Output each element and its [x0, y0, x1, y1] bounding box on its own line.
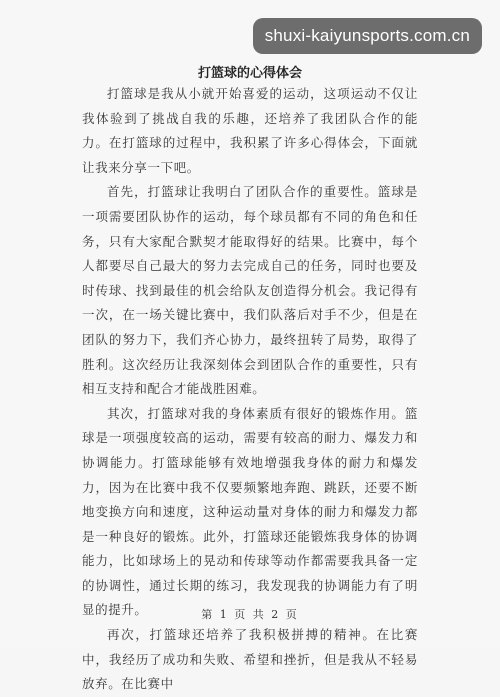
document-body: [82, 82, 418, 697]
page-footer: 第 1 页 共 2 页: [201, 608, 299, 621]
document-title: 打篮球的心得体会: [197, 66, 302, 81]
paragraph-teamwork: 首先，打篮球让我明白了团队合作的重要性。篮球是一项需要团队协作的运动，每个球员都有不同的角色和任务，只有大家配合默契才能取得好的结果。比赛中，每个人都要尽自己最大的努力去完成自己的任务，同时也要及时传球、找到最佳的机会给队友创造得分机会。我记得有一次，在一场关键比赛中，我们队落后对手不少，但是在团队的努力下，我们齐心协力，最终扭转了局势，取得了胜利。这次经历让我深刻体会到团队合作的重要性，只有相互支持和配合才能战胜困难。: [82, 184, 418, 397]
paragraph-fitness: 其次，打篮球对我的身体素质有很好的锻炼作用。篮球是一项强度较高的运动，需要有较高的耐力、爆发力和协调能力。打篮球能够有效地增强我身体的耐力和爆发力，因为在比赛中我不仅要频繁地奔跑、跳跃，还要不断地变换方向和速度，这种运动量对身体的耐力和爆发力都是一种良好的锻炼。此外，打篮球还能锻炼我身体的协调能力，比如球场上的晃动和传球等动作都需要我具备一定的协调性，通过长期的练习，我发现我的协调能力有了明显的提升。: [82, 405, 418, 618]
site-watermark: shuxi-kaiyunsports.com.cn: [253, 18, 482, 54]
paragraph-spirit: 再次，打篮球还培养了我积极拼搏的精神。在比赛中，我经历了成功和失败、希望和挫折，但是我从不轻易放弃。在比赛中: [82, 627, 418, 692]
paragraph-intro: 打篮球是我从小就开始喜爱的运动，这项运动不仅让我体验到了挑战自我的乐趣，还培养了我团队合作的能力。在打篮球的过程中，我积累了许多心得体会，下面就让我来分享一下吧。: [82, 86, 418, 175]
